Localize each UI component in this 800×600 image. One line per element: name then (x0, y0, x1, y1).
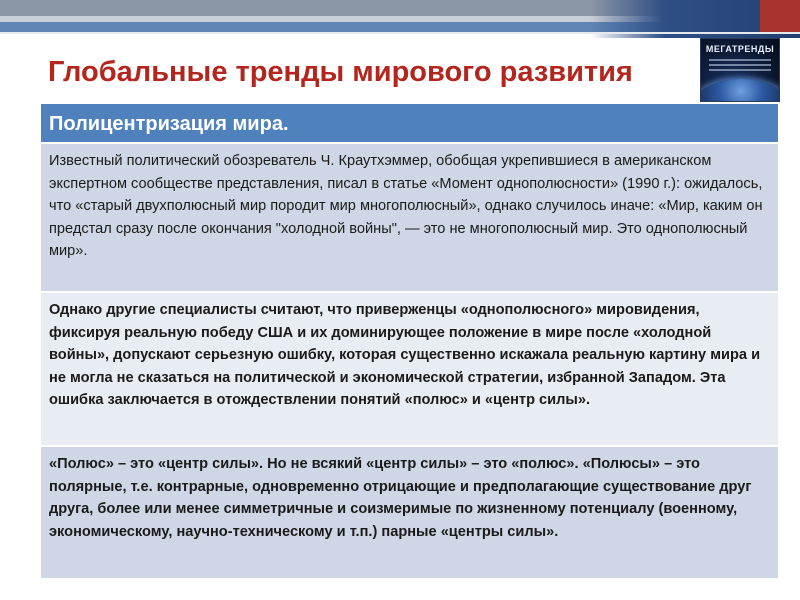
book-cover-image (700, 38, 780, 102)
planet-graphic (700, 79, 780, 102)
table-row: Однако другие специалисты считают, что приверженцы «однополюсного» мировидения, фиксируя реальную победу США и их доминирующее положение в мире после «холодной войны», допускают серьезную ошибку, которая существенно искажала реальную картину мира и не могла не сказаться на политической и экономической стратегии, избранной Западом. Эта ошибка заключается в отождествлении понятий «полюс» и «центр силы». (41, 293, 778, 447)
book-cover-title: МЕГАТРЕНДЫ (705, 44, 775, 54)
top-band-line (0, 32, 800, 34)
top-band-red (760, 0, 800, 32)
table-header: Полицентризация мира. (41, 104, 778, 144)
slide-title: Глобальные тренды мирового развития (48, 56, 633, 88)
decorative-top-bar (0, 0, 800, 38)
content-table (41, 104, 778, 578)
book-cover-subtitle-lines (709, 59, 771, 73)
table-row: «Полюс» – это «центр силы». Но не всякий «центр силы» – это «полюс». «Полюсы» – это полярные, т.е. контрарные, одновременно отрицающие и предполагающие существование друг друга, более или менее симметричные и соизмеримые по жизненному потенциалу (военному, экономическому, научно-техническому и т.п.) парные «центры силы». (41, 447, 778, 578)
table-row: Известный политический обозреватель Ч. Краутхэммер, обобщая укрепившиеся в американском экспертном сообществе представления, писал в статье «Момент однополюсности» (1990 г.): ожидалось, что «старый двухполюсный мир породит мир многополюсный», однако случилось иначе: «Мир, каким он предстал сразу после окончания "холодной войны", — это не многополюсный мир. Это однополюсный мир». (41, 144, 778, 293)
